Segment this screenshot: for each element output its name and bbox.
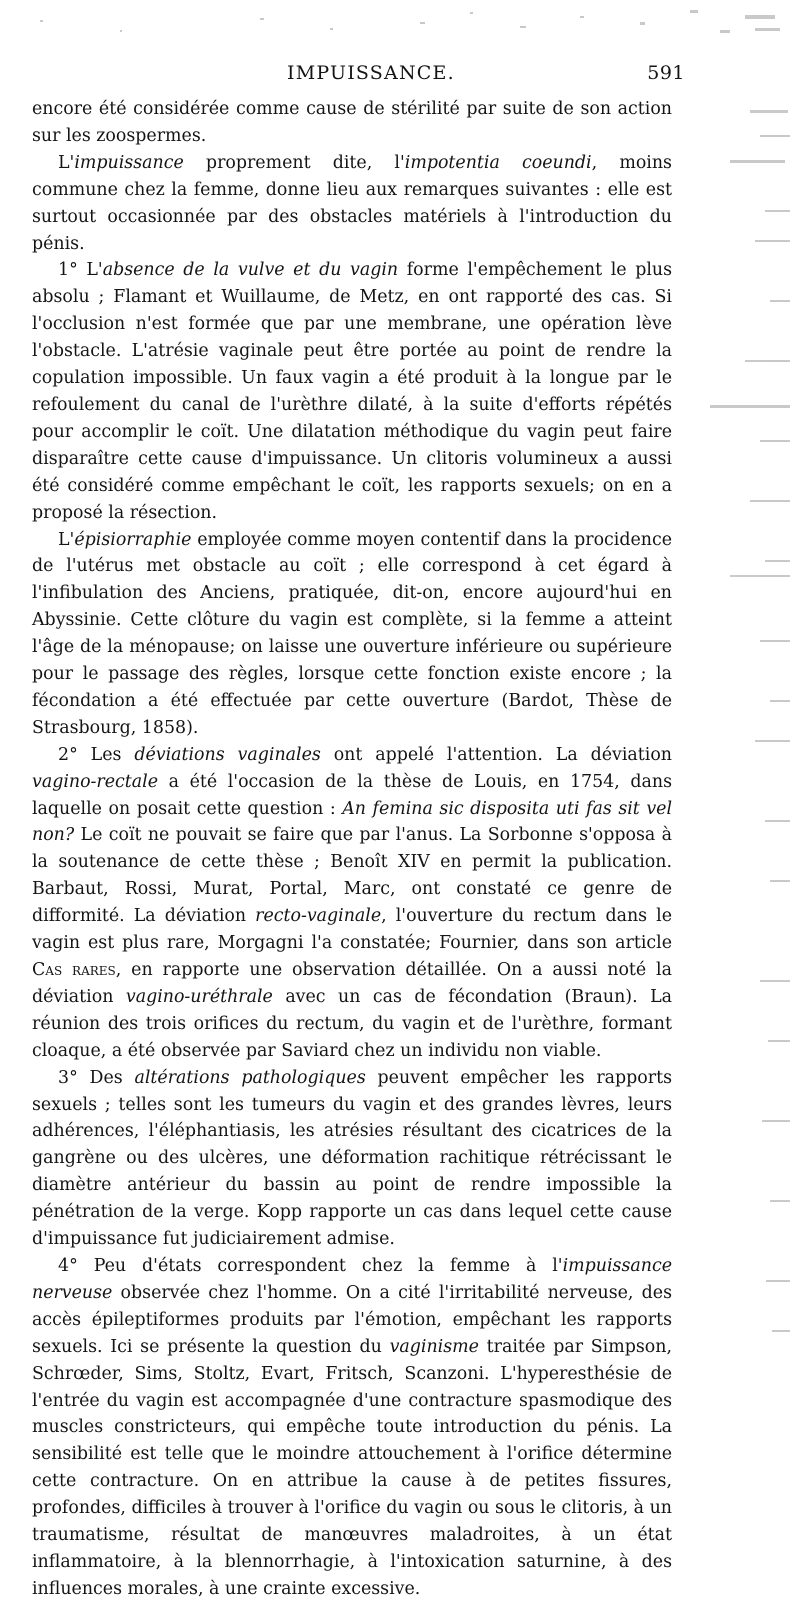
italic-text: recto-vaginale — [255, 906, 382, 927]
text-run: ont appelé l'attention. La déviation — [320, 744, 672, 765]
italic-text: épisiorraphie — [74, 529, 192, 550]
italic-text: An femina sic disposita uti fas sit vel non? — [32, 798, 673, 846]
body-text — [32, 96, 672, 1603]
text-run: , moins commune chez la femme, donne lieu aux remarques suivantes : elle est surtout occasionnée par des obstacles matériels à l'introduction du pénis. — [32, 152, 672, 254]
italic-text: impuissance nerveuse — [32, 1255, 672, 1303]
text-run: forme l'empêchement le plus absolu ; Flamant et Wuillaume, de Metz, en ont rapporté des cas. Si l'occlusion n'est formée que par une membrane, une opération lève l'obstacle. L'atrésie vaginale peut être portée au point de rendre la copulation impossible. Un faux vagin a été produit à la longue par le refoulement du canal de l'urèthre dilaté, à la suite d'efforts répétés pour accomplir le coït. Une dilatation méthodique du vagin peut faire disparaître cette cause d'impuissance. Un clitoris volumineux a aussi été considéré comme empêchant le coït, les rapports sexuels; on en a proposé la résection. — [32, 260, 673, 523]
text-run: L' — [58, 529, 75, 550]
text-run: a été l'occasion de la thèse de Louis, en 1754, dans laquelle on posait cette question : — [32, 771, 672, 819]
italic-text: vaginisme — [389, 1336, 479, 1357]
italic-text: déviations vaginales — [134, 744, 321, 765]
paragraph — [32, 742, 672, 1065]
running-title: IMPUISSANCE. — [287, 62, 455, 84]
running-head — [30, 62, 685, 92]
text-run: observée chez l'homme. On a cité l'irritabilité nerveuse, des accès épileptiformes produits par l'émotion, empêchant les rapports sexuels. Ici se présente la question du — [32, 1282, 672, 1357]
text-run: , en rapporte une observation détaillée. On a aussi noté la déviation — [32, 960, 672, 1007]
text-run: employée comme moyen contentif dans la procidence de l'utérus met obstacle au coït ; elle correspond à cet égard à l'infibulation des Anciens, pratiquée, dit-on, encore aujourd'hui en Abyssinie. Cette clôture du vagin est complète, si la femme a atteint l'âge de la ménopause; on laisse une ouverture inférieure ou supérieure pour le passage des règles, lorsque cette fonction existe encore ; la fécondation a été effectuée par cette ouverture (Bardot, Thèse de Strasbourg, 1858). — [32, 529, 672, 738]
scan-bleed-through-top — [0, 0, 800, 55]
italic-text: absence de la vulve et du vagin — [102, 260, 399, 281]
scan-bleed-through-margin — [690, 0, 800, 1385]
text-run: Le coït ne pouvait se faire que par l'anus. La Sorbonne s'opposa à la soutenance de cette thèse ; Benoît XIV en permit la publication. Barbaut, Rossi, Murat, Portal, Marc, ont constaté ce genre de difformité. La déviation — [32, 825, 672, 927]
paragraph — [32, 257, 672, 526]
text-run: 4° Peu d'états correspondent chez la femme à l' — [58, 1255, 563, 1276]
text-run: avec un cas de fécondation (Braun). La réunion des trois orifices du rectum, du vagin et de l'urèthre, formant cloaque, a été observée par Saviard chez un individu non viable. — [32, 986, 672, 1061]
italic-text: vagino-rectale — [32, 771, 158, 792]
text-run: proprement dite, l' — [183, 152, 405, 173]
paragraph — [32, 150, 672, 258]
text-run: encore été considérée comme cause de stérilité par suite de son action sur les zoospermes. — [32, 99, 672, 146]
text-run: L' — [58, 152, 75, 173]
italic-text: altérations pathologiques — [134, 1067, 366, 1088]
italic-text: vagino-uréthrale — [125, 986, 273, 1007]
text-run: 2° Les — [58, 744, 135, 765]
text-run: traitée par Simpson, Schrœder, Sims, Stoltz, Evart, Fritsch, Scanzoni. L'hyperesthésie de l'entrée du vagin est accompagnée d'une contracture spasmodique des muscles constricteurs, qui empêche toute introduction du pénis. La sensibilité est telle que le moindre attouchement à l'orifice détermine cette contracture. On en attribue la cause à de petites fissures, profondes, difficiles à trouver à l'orifice du vagin ou sous le clitoris, à un traumatisme, résultat de manœuvres maladroites, à un état inflammatoire, à la blennorrhagie, à l'intoxication saturnine, à des influences morales, à une crainte excessive. — [32, 1336, 672, 1599]
italic-text: impotentia coeundi — [404, 152, 592, 173]
paragraph — [32, 1253, 672, 1603]
text-run: 3° Des — [58, 1067, 135, 1088]
paragraph — [32, 527, 672, 742]
page-number: 591 — [647, 62, 685, 84]
small-caps-text: Cas rares — [32, 960, 116, 980]
text-run: peuvent empêcher les rapports sexuels ; telles sont les tumeurs du vagin et des grandes lèvres, leurs adhérences, l'éléphantiasis, les atrésies résultant des cicatrices de la gangrène ou des ulcères, une déformation rachitique rétrécissant le diamètre antérieur du bassin au point de rendre impossible la pénétration de la verge. Kopp rapporte un cas dans lequel cette cause d'impuissance fut judiciairement admise. — [32, 1067, 673, 1250]
italic-text: impuissance — [74, 152, 184, 173]
paragraph — [32, 1065, 672, 1253]
paragraph — [32, 96, 672, 150]
text-run: , l'ouverture du rectum dans le vagin est plus rare, Morgagni l'a constatée; Fournier, dans son article — [32, 906, 672, 954]
text-run: 1° L' — [58, 260, 103, 281]
